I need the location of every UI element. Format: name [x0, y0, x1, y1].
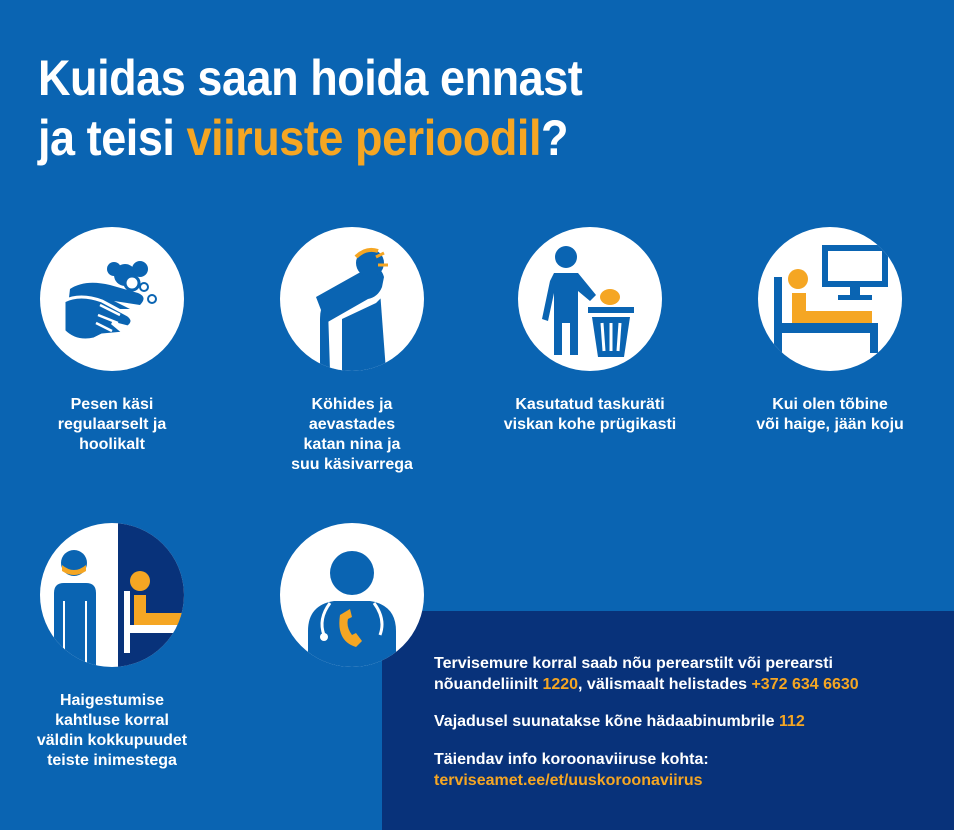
title-line-2: [38, 108, 582, 168]
tip-4-caption: [730, 395, 930, 435]
tip-2-line-1: Köhides ja: [311, 396, 393, 413]
page-title: [38, 48, 582, 168]
info-paragraph-1: [434, 653, 934, 695]
tip-2-line-3: katan nina ja: [303, 436, 401, 453]
info-p1-line1: Tervisemure korral saab nõu perearstilt või perearsti: [434, 655, 833, 672]
tip-5-caption: [12, 691, 212, 771]
info-p2-text: Vajadusel suunatakse kõne hädaabinumbrile: [434, 713, 780, 730]
emergency-number: 112: [779, 713, 805, 730]
title-accent: viiruste perioodil: [186, 110, 542, 166]
washing-hands-icon: [40, 227, 184, 371]
tip-1-line-3: hoolikalt: [79, 436, 145, 453]
cough-into-elbow-icon: [280, 227, 424, 371]
tip-4-line-2: või haige, jään koju: [756, 416, 904, 433]
tip-1-caption: [12, 395, 212, 455]
tip-5-line-2: kahtluse korral: [55, 712, 169, 729]
tip-4-line-1: Kui olen tõbine: [772, 396, 888, 413]
tip-5-line-1: Haigestumise: [59, 692, 165, 709]
tip-3-line-2: viskan kohe prügikasti: [503, 416, 677, 433]
title-line-1: Kuidas saan hoida ennast: [38, 50, 583, 106]
tip-5-line-4: teiste inimestega: [47, 752, 177, 769]
tip-3-caption: [490, 395, 690, 435]
info-panel: [382, 611, 954, 830]
avoid-contact-icon: [40, 523, 184, 667]
tip-3-line-1: Kasutatud taskuräti: [515, 396, 665, 413]
tip-2-line-4: suu käsivarrega: [291, 456, 413, 473]
phone-number-1220: 1220: [542, 676, 579, 693]
title-line-2-suffix: ?: [541, 110, 569, 166]
phone-number-abroad: +372 634 6630: [751, 676, 859, 693]
tip-1-line-1: Pesen käsi: [70, 396, 154, 413]
doctor-phone-icon: [280, 523, 424, 667]
info-p1-line2-a: nõuandeliinilt: [434, 676, 543, 693]
info-p3-line1: Täiendav info koroonaviiruse kohta:: [434, 751, 709, 768]
tip-5-line-3: väldin kokkupuudet: [36, 732, 188, 749]
tip-1-line-2: regulaarselt ja: [57, 416, 167, 433]
tip-2-line-2: aevastades: [308, 416, 396, 433]
info-link[interactable]: terviseamet.ee/et/uuskoroonaviirus: [434, 772, 703, 789]
stay-home-bed-icon: [758, 227, 902, 371]
title-line-2-prefix: ja teisi: [38, 110, 187, 166]
info-p1-line2-b: , välismaalt helistades: [578, 676, 752, 693]
tip-2-caption: [252, 395, 452, 475]
info-paragraph-2: [434, 711, 934, 732]
info-paragraph-3: [434, 749, 934, 791]
trash-bin-icon: [518, 227, 662, 371]
